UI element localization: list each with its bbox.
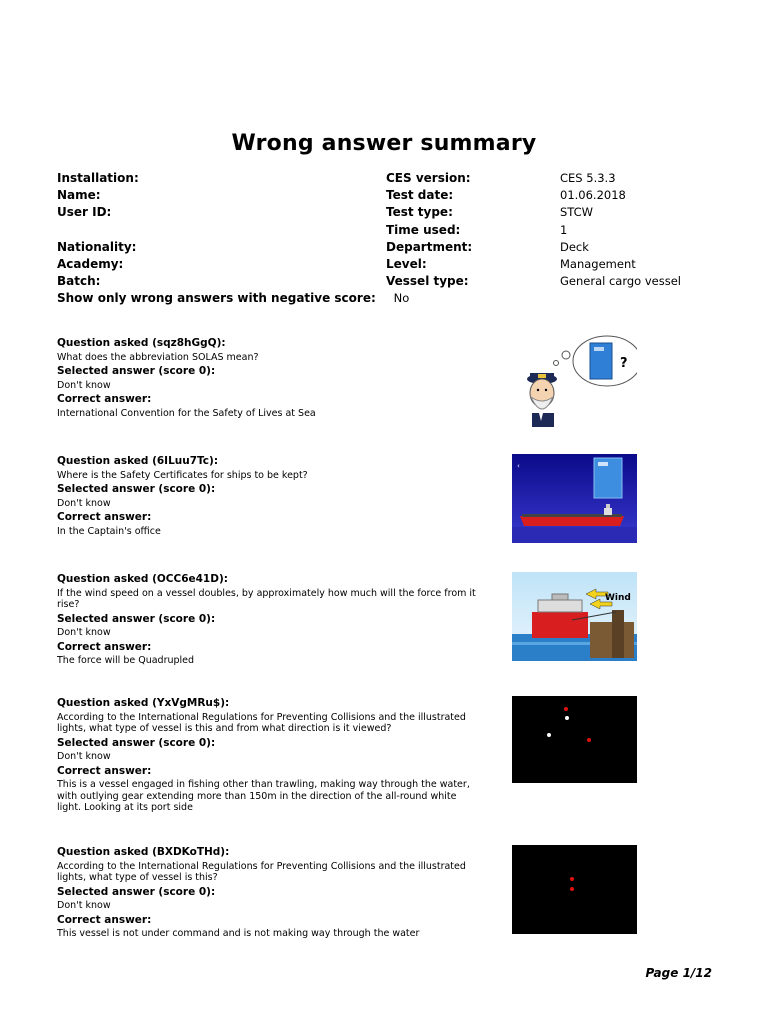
- info-right-labels: [386, 170, 472, 290]
- vessel-type-label: Vessel type:: [386, 274, 469, 289]
- question-heading: Question asked (YxVgMRu$):: [57, 697, 230, 709]
- question-heading: Question asked (sqz8hGgQ):: [57, 337, 226, 349]
- question-block: [57, 847, 477, 943]
- correct-answer: This vessel is not under command and is not making way through the water: [57, 928, 420, 939]
- selected-answer-label: Selected answer (score 0):: [57, 365, 216, 377]
- test-type-value: STCW: [560, 205, 594, 220]
- wind-label: Wind: [605, 593, 631, 603]
- question-heading: Question asked (OCC6e41D):: [57, 573, 228, 585]
- question-text: What does the abbreviation SOLAS mean?: [57, 351, 259, 363]
- correct-answer-label: Correct answer:: [57, 393, 152, 405]
- level-label: Level:: [386, 256, 427, 271]
- test-date-label: Test date:: [386, 188, 454, 203]
- academy-label: Academy:: [57, 256, 124, 271]
- selected-answer-label: Selected answer (score 0):: [57, 483, 216, 495]
- correct-answer-label: Correct answer:: [57, 764, 152, 777]
- department-value: Deck: [560, 239, 589, 254]
- page-title: Wrong answer summary: [231, 131, 537, 156]
- ces-version-value: CES 5.3.3: [560, 171, 616, 185]
- selected-answer-label: Selected answer (score 0):: [57, 736, 216, 749]
- department-label: Department:: [386, 239, 473, 254]
- time-used-label: Time used:: [386, 222, 461, 237]
- selected-answer-label: Selected answer (score 0):: [57, 612, 216, 625]
- question-image-certificate-ship: [512, 454, 637, 543]
- correct-answer-label: Correct answer:: [57, 640, 152, 653]
- question-text: According to the International Regulations for Preventing Collisions and the illustrated lights, what type of vessel is this?: [57, 860, 466, 883]
- installation-label: Installation:: [57, 171, 139, 185]
- nationality-label: Nationality:: [57, 239, 137, 254]
- selected-answer-label: Selected answer (score 0):: [57, 885, 216, 898]
- selected-answer: Don't know: [57, 627, 111, 638]
- question-image-nuc-lights: [512, 845, 637, 934]
- test-type-label: Test type:: [386, 205, 453, 220]
- info-left: [57, 170, 409, 308]
- question-text: Where is the Safety Certificates for ships to be kept?: [57, 469, 308, 481]
- correct-answer: The force will be Quadrupled: [57, 655, 195, 666]
- question-block: [57, 456, 477, 540]
- selected-answer: Don't know: [57, 497, 111, 509]
- vessel-type-value: General cargo vessel: [560, 274, 681, 289]
- show-only-value: No: [393, 291, 410, 306]
- user-id-label: User ID:: [57, 205, 112, 220]
- level-value: Management: [560, 256, 636, 271]
- question-block: [57, 574, 477, 670]
- selected-answer: Don't know: [57, 751, 111, 762]
- question-text: According to the International Regulations for Preventing Collisions and the illustrated lights, what type of vessel is this and from what direction is it viewed?: [57, 711, 466, 734]
- correct-answer: In the Captain's office: [57, 525, 161, 537]
- correct-answer: International Convention for the Safety of Lives at Sea: [57, 407, 316, 419]
- question-image-fishing-lights: [512, 696, 637, 783]
- selected-answer: Don't know: [57, 900, 111, 911]
- page-number: Page 1/12: [645, 966, 712, 980]
- info-right-values: [560, 170, 681, 290]
- question-block: [57, 698, 477, 817]
- svg-text:‹: ‹: [517, 462, 520, 470]
- time-used-value: 1: [560, 222, 568, 237]
- correct-answer-label: Correct answer:: [57, 913, 152, 926]
- selected-answer: Don't know: [57, 379, 111, 391]
- question-image-captain: [512, 335, 637, 427]
- question-block: [57, 338, 477, 422]
- question-text: If the wind speed on a vessel doubles, by approximately how much will the force from it rise?: [57, 587, 476, 610]
- question-mark: ?: [620, 356, 628, 371]
- test-date-value: 01.06.2018: [560, 188, 626, 203]
- question-heading: Question asked (BXDKoTHd):: [57, 846, 230, 858]
- batch-label: Batch:: [57, 274, 101, 289]
- correct-answer-label: Correct answer:: [57, 511, 152, 523]
- question-heading: Question asked (6ILuu7Tc):: [57, 455, 219, 467]
- name-label: Name:: [57, 188, 101, 203]
- question-image-wind-force: [512, 572, 637, 661]
- show-only-label: Show only wrong answers with negative score:: [57, 291, 376, 306]
- ces-version-label: CES version:: [386, 171, 471, 185]
- correct-answer: This is a vessel engaged in fishing other than trawling, making way through the water, with outlying gear extending more than 150m in the direction of the all-round white light. Looking at its port side: [57, 779, 470, 813]
